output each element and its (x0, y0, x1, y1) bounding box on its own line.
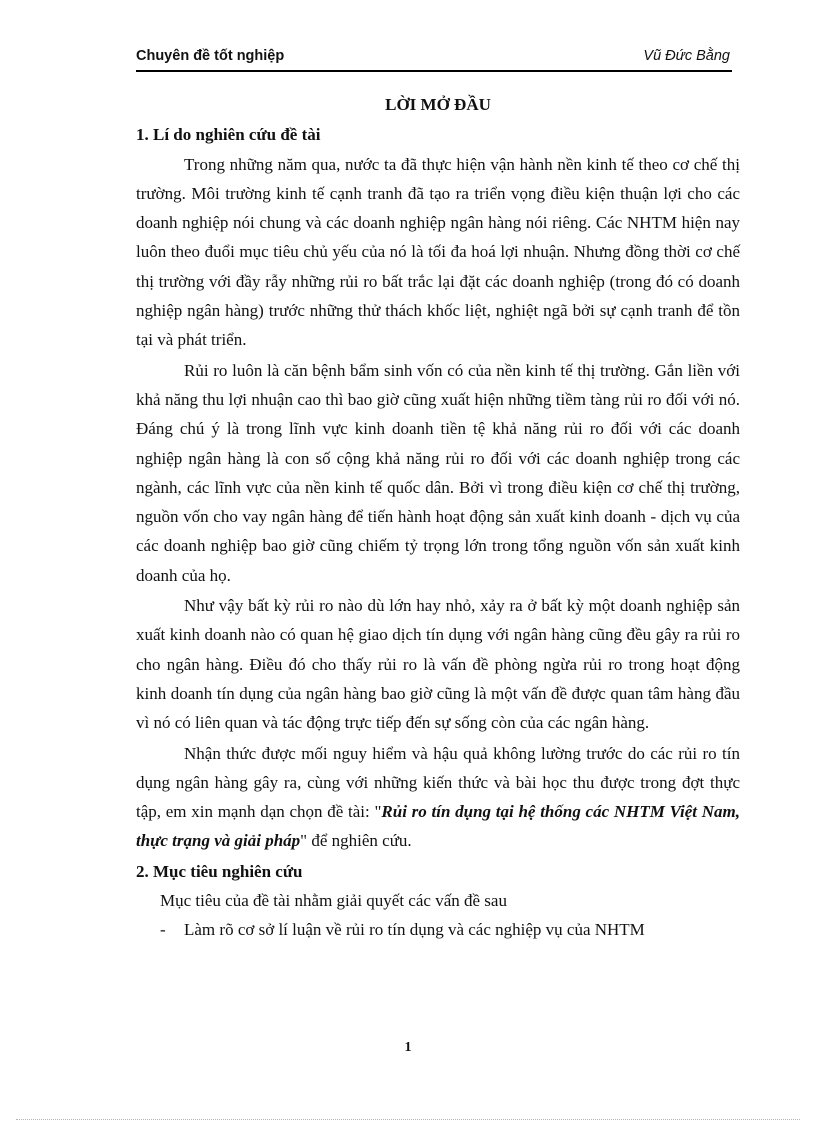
paragraph-1: Trong những năm qua, nước ta đã thực hiện vận hành nền kinh tế theo cơ chế thị trường. Môi trường kinh tế cạnh tranh đã tạo ra triển vọng điều kiện thuận lợi cho các doanh nghiệp nói chung và các doanh nghiệp ngân hàng nói riêng. Các NHTM hiện nay luôn theo đuổi mục tiêu chủ yếu của nó là tối đa hoá lợi nhuận. Nhưng đồng thời cơ chế thị trường với đầy rẫy những rủi ro bất trắc lại đặt các doanh nghiệp (trong đó có doanh nghiệp ngân hàng) trước những thử thách khốc liệt, nghiệt ngã bởi sự cạnh tranh để tồn tại và phát triển. (136, 154, 740, 350)
page-number: 1 (404, 1040, 412, 1055)
page-content (136, 90, 740, 945)
page-header (136, 48, 732, 72)
paragraph-4-text: Nhận thức được mối nguy hiểm và hậu quả không lường trước do các rủi ro tín dụng ngân hàng gây ra, cùng với những kiến thức và bài học thu được trong đợt thực tập, em xin mạnh dạn chọn đề tài: " (136, 743, 740, 822)
thesis-topic: Rủi ro tín dụng tại hệ thống các NHTM Việt Nam, thực trạng và giải pháp (136, 802, 740, 851)
page-boundary (16, 1119, 800, 1120)
list-item (136, 915, 740, 944)
section-heading-objectives: 2. Mục tiêu nghiên cứu (136, 861, 303, 881)
page-title: LỜI MỞ ĐẦU (385, 95, 491, 114)
paragraph-4 (136, 739, 740, 856)
header-author: Vũ Đức Bằng (643, 48, 730, 64)
paragraph-3: Như vậy bất kỳ rủi ro nào dù lớn hay nhỏ, xảy ra ở bất kỳ một doanh nghiệp sản xuất kinh doanh nào có quan hệ giao dịch tín dụng với ngân hàng cũng đều gây ra rủi ro cho ngân hàng. Điều đó cho thấy rủi ro là vấn đề phòng ngừa rủi ro trong hoạt động kinh doanh tín dụng của ngân hàng bao giờ cũng là một vấn đề được quan tâm hàng đầu vì nó có liên quan và tác động trực tiếp đến sự sống còn của các ngân hàng. (136, 596, 740, 733)
header-document-type: Chuyên đề tốt nghiệp (136, 48, 285, 64)
bullet-dash: - (160, 920, 166, 940)
paragraph-4-end: " để nghiên cứu. (300, 831, 412, 851)
paragraph-2: Rủi ro luôn là căn bệnh bẩm sinh vốn có của nền kinh tế thị trường. Gắn liền với khả năng thu lợi nhuận cao thì bao giờ cũng xuất hiện những tiềm tàng rủi ro đối với nó. Đáng chú ý là trong lĩnh vực kinh doanh tiền tệ khả năng rủi ro đối với các doanh nghiệp ngân hàng là con số cộng khả năng rủi ro đối với các doanh nghiệp trong các ngành, các lĩnh vực của nền kinh tế quốc dân. Bởi vì trong điều kiện cơ chế thị trường, nguồn vốn cho vay ngân hàng để tiến hành hoạt động sản xuất kinh doanh - dịch vụ của các doanh nghiệp bao giờ cũng chiếm tỷ trọng lớn trong tổng nguồn vốn sản xuất kinh doanh của họ. (136, 360, 740, 585)
objectives-intro: Mục tiêu của đề tài nhằm giải quyết các vấn đề sau (160, 891, 507, 911)
section-heading-reason: 1. Lí do nghiên cứu đề tài (136, 125, 321, 145)
list-item-text: Làm rõ cơ sở lí luận về rủi ro tín dụng và các nghiệp vụ của NHTM (184, 920, 645, 940)
